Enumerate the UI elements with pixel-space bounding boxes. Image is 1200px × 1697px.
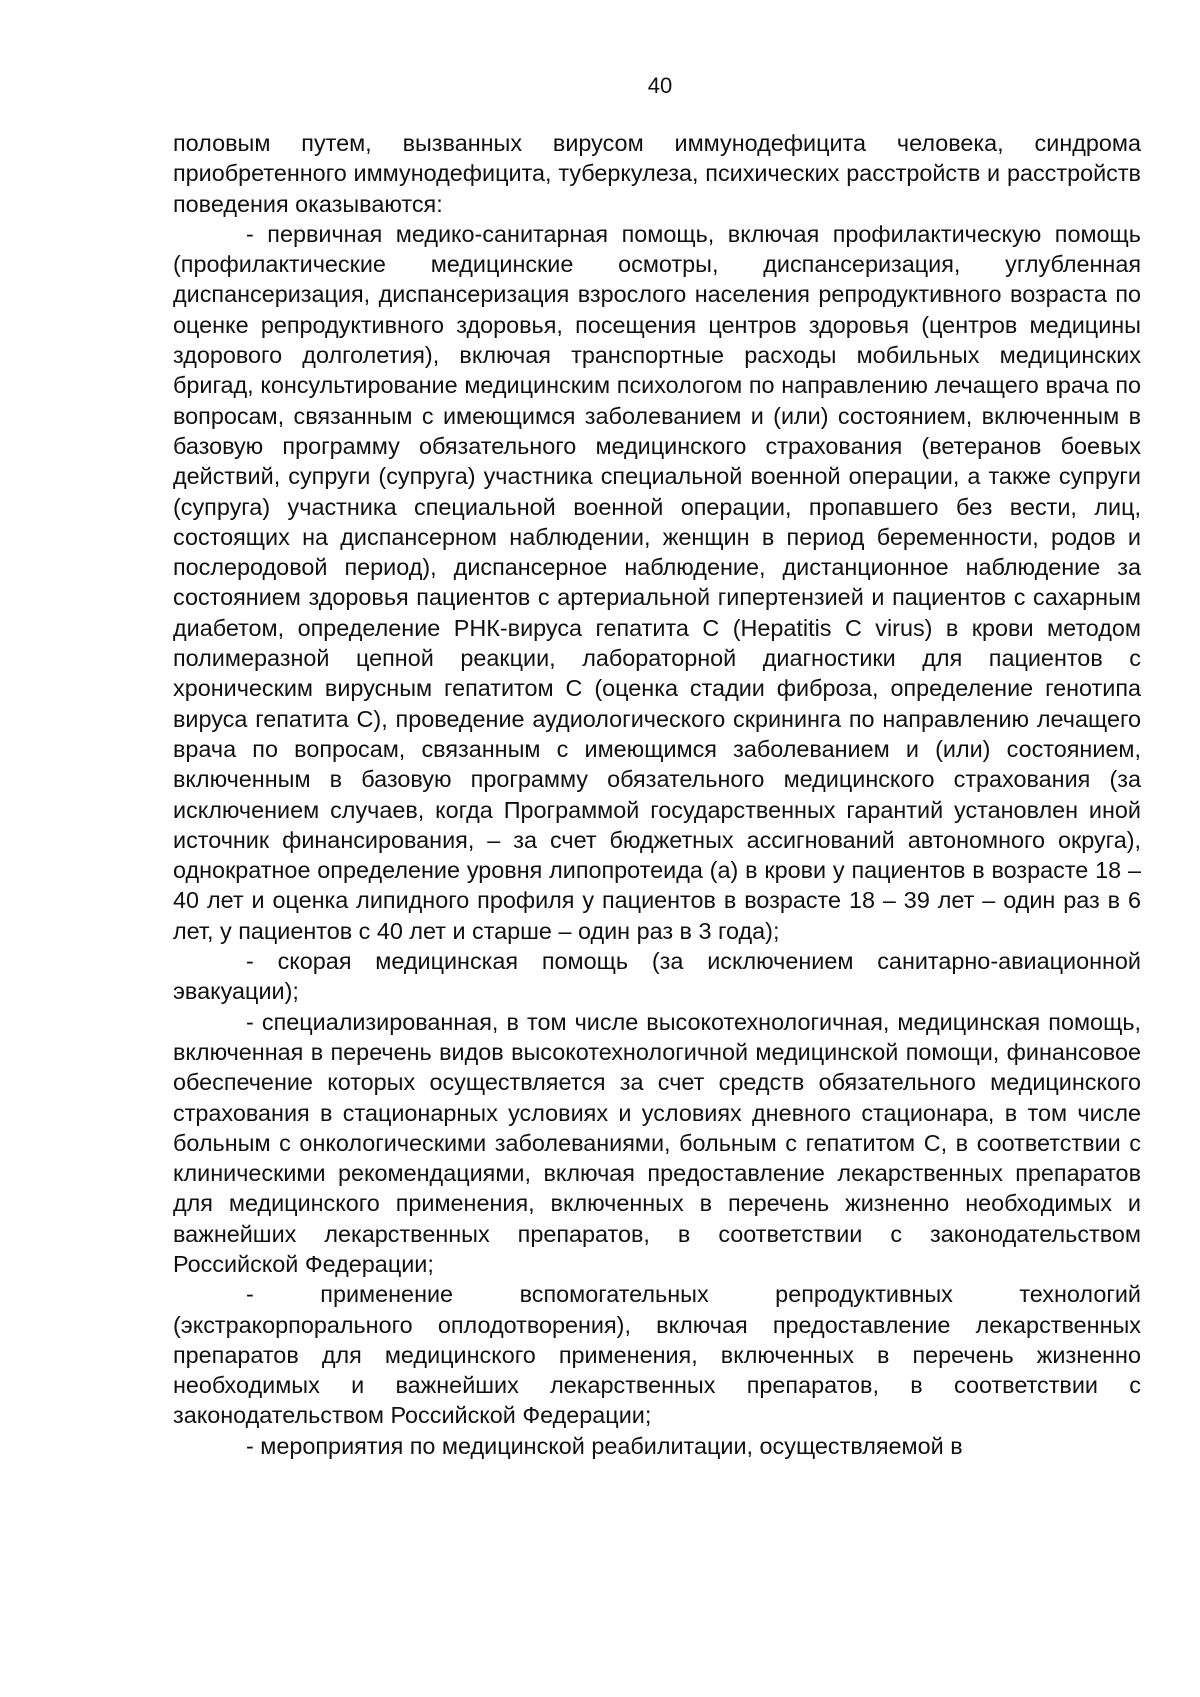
page-number: 40: [647, 73, 673, 98]
list-item-emergency-care: - скорая медицинская помощь (за исключением санитарно-авиационной эвакуации);: [173, 948, 1141, 1005]
list-item-rehabilitation: - мероприятия по медицинской реабилитации, осуществляемой в: [246, 1432, 963, 1459]
list-item-specialized-care: - специализированная, в том числе высокотехнологичная, медицинская помощь, включенная в перечень видов высокотехнологичной медицинской помощи, финансовое обеспечение которых осуществляется за счет средств обязательного медицинского страхования в стационарных условиях и условиях дневного стационара, в том числе больным с онкологическими заболеваниями, больным с гепатитом С, в соответствии с клиническими рекомендациями, включая предоставление лекарственных препаратов для медицинского применения, включенных в перечень жизненно необходимых и важнейших лекарственных препаратов, в соответствии с законодательством Российской Федерации;: [173, 1008, 1141, 1277]
paragraph-intro: половым путем, вызванных вирусом иммунодефицита человека, синдрома приобретенного иммунодефицита, туберкулеза, психических расстройств и расстройств поведения оказываются:: [173, 130, 1141, 217]
document-body: [173, 128, 1141, 1461]
list-item-ivf: - применение вспомогательных репродуктивных технологий (экстракорпорального оплодотворения), включая предоставление лекарственных препаратов для медицинского применения, включенных в перечень жизненно необходимых и важнейших лекарственных препаратов, в соответствии с законодательством Российской Федерации;: [173, 1281, 1141, 1429]
list-item-primary-care: - первичная медико-санитарная помощь, включая профилактическую помощь (профилактические медицинские осмотры, диспансеризация, углубленная диспансеризация, диспансеризация взрослого населения репродуктивного возраста по оценке репродуктивного здоровья, посещения центров здоровья (центров медицины здорового долголетия), включая транспортные расходы мобильных медицинских бригад, консультирование медицинским психологом по направлению лечащего врача по вопросам, связанным с имеющимся заболеванием и (или) состоянием, включенным в базовую программу обязательного медицинского страхования (ветеранов боевых действий, супруги (супруга) участника специальной военной операции, а также супруги (супруга) участника специальной военной операции, пропавшего без вести, лиц, состоящих на диспансерном наблюдении, женщин в период беременности, родов и послеродовой период), диспансерное наблюдение, дистанционное наблюдение за состоянием здоровья пациентов с артериальной гипертензией и пациентов с сахарным диабетом, определение РНК-вируса гепатита С (Hepatitis C virus) в крови методом полимеразной цепной реакции, лабораторной диагностики для пациентов с хроническим вирусным гепатитом С (оценка стадии фиброза, определение генотипа вируса гепатита С), проведение аудиологического скрининга по направлению лечащего врача по вопросам, связанным с имеющимся заболеванием и (или) состоянием, включенным в базовую программу обязательного медицинского страхования (за исключением случаев, когда Программой государственных гарантий установлен иной источник финансирования, – за счет бюджетных ассигнований автономного округа), однократное определение уровня липопротеида (а) в крови у пациентов в возрасте 18 – 40 лет и оценка липидного профиля у пациентов в возрасте 18 – 39 лет – один раз в 6 лет, у пациентов с 40 лет и старше – один раз в 3 года);: [173, 220, 1141, 944]
